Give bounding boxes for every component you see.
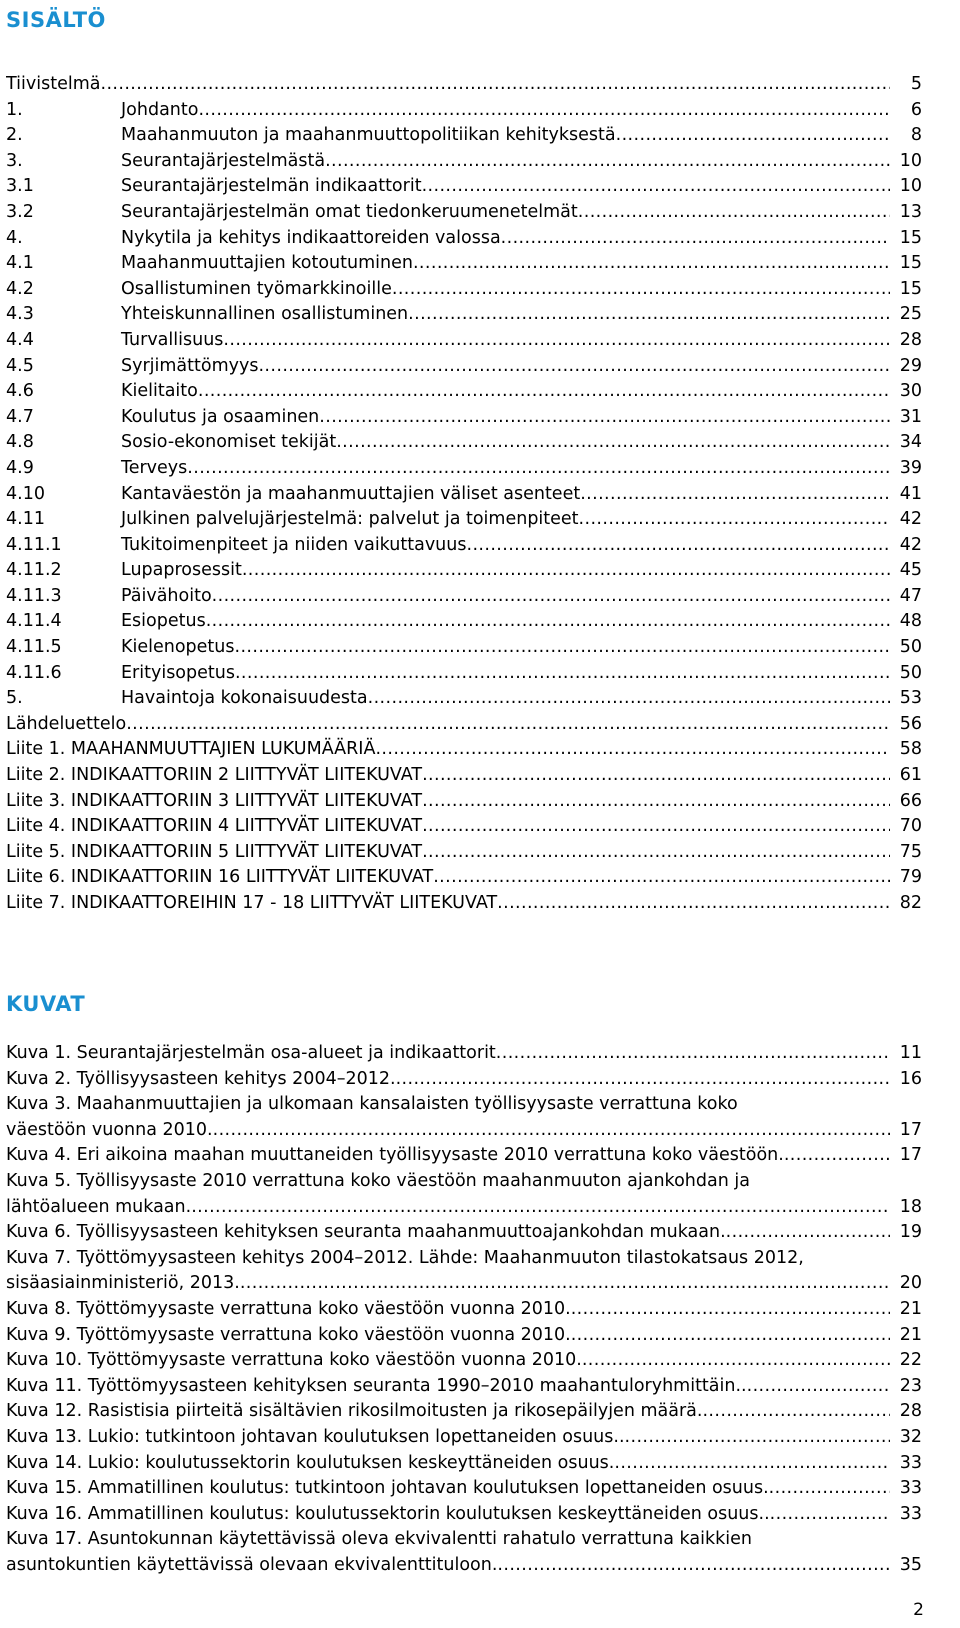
figure-entry-title: Kuva 6. Työllisyysasteen kehityksen seuranta maahanmuuttoajankohdan mukaan. [6,1222,726,1243]
toc-entry[interactable] [6,635,922,661]
toc-entry-number: 4.4 [6,329,34,350]
figure-entry-title: Kuva 17. Asuntokunnan käytettävissä oleva ekvivalentti rahatulo verrattuna kaikkien [6,1529,752,1550]
toc-entry-number: Liite 5. INDIKAATTORIIN 5 LIITTYVÄT LIITEKUVAT [6,841,423,862]
toc-entry-number: 4.11.3 [6,585,62,606]
toc-entry[interactable] [6,558,922,584]
toc-entry-page: 41 [899,483,922,504]
dot-leader [368,686,890,712]
toc-entry-number: Lähdeluettelo [6,713,127,734]
toc-entry-page: 50 [899,662,922,683]
toc-entry[interactable] [6,840,922,866]
dot-leader [126,712,890,738]
dot-leader [496,1041,890,1067]
toc-entry-page: 58 [899,739,922,760]
toc-entry[interactable] [6,302,922,328]
toc-entry-page: 42 [899,534,922,555]
toc-entry-page: 5 [910,74,922,94]
dot-leader [422,814,890,840]
figure-entry[interactable] [6,1502,922,1528]
toc-entry[interactable] [6,226,922,252]
toc-entry-title: Päivähoito [121,585,212,606]
dot-leader [466,533,890,559]
toc-entry[interactable] [6,814,922,840]
toc-entry-page: 29 [899,355,922,376]
toc-entry-title: Johdanto [121,99,199,120]
toc-entry-page: 45 [899,560,922,581]
toc-entry[interactable] [6,277,922,303]
toc-entry-title: Turvallisuus [121,329,224,350]
figure-entry-page: 11 [899,1043,922,1063]
dot-leader [235,661,890,687]
toc-entry-number: Liite 7. INDIKAATTOREIHIN 17 - 18 LIITTYVÄT LIITEKUVAT [6,893,498,913]
dot-leader [375,737,890,763]
figure-entry-title: Kuva 1. Seurantajärjestelmän osa-alueet ja indikaattorit [6,1043,496,1063]
figure-entry-title: Kuva 7. Työttömyysasteen kehitys 2004–2012. Lähde: Maahanmuuton tilastokatsaus 2012, [6,1247,804,1268]
toc-entry-title: Maahanmuuttajien kotoutuminen [121,253,413,274]
dot-leader [213,1118,890,1144]
toc-entry-number: 4.2 [6,278,34,299]
toc-entry-number: 4. [6,227,23,248]
toc-entry-number: 2. [6,125,23,146]
toc-entry-title: Tukitoimenpiteet ja niiden vaikuttavuus [121,534,467,555]
toc-entry[interactable] [6,737,922,763]
toc-entry-page: 39 [899,457,922,478]
toc-heading: SISÄLTÖ [6,8,106,32]
toc-entry-page: 10 [899,150,922,171]
toc-entry-page: 31 [899,406,922,427]
figure-entry-page: 16 [899,1068,922,1089]
toc-entry-number: 4.11.1 [6,534,62,555]
figures-heading: KUVAT [6,992,86,1016]
figure-entry[interactable] [6,1374,922,1400]
figure-entry-title: Kuva 4. Eri aikoina maahan muuttaneiden työllisyysaste 2010 verrattuna koko väestöön. [6,1145,784,1166]
toc-entry-page: 15 [899,278,922,299]
dot-leader [422,840,890,866]
figure-entry-title: Kuva 13. Lukio: tutkintoon johtavan koulutuksen lopettaneiden osuus.. [6,1426,625,1447]
toc-entry-number: 3.1 [6,176,34,197]
toc-entry-page: 66 [899,790,922,811]
dot-leader [408,302,890,328]
toc-entry-page: 10 [899,176,922,197]
toc-entry[interactable] [6,533,922,559]
figure-entry-title: Kuva 12. Rasistisia piirteitä sisältävien rikosilmoitusten ja rikosepäilyjen määrä. [6,1401,703,1422]
toc-entry[interactable] [6,354,922,380]
figure-entry-page: 20 [899,1273,922,1294]
figure-entry[interactable] [6,1297,922,1323]
dot-leader [702,1399,890,1425]
figure-entry-title: Kuva 11. Työttömyysasteen kehityksen seuranta 1990–2010 maahantuloryhmittäin.. [6,1375,747,1396]
toc-entry[interactable] [6,251,922,277]
figure-entry-page: 17 [899,1145,922,1166]
toc-entry-number: Liite 6. INDIKAATTORIIN 16 LIITTYVÄT LIITEKUVAT [6,867,434,888]
figure-entry-page: 22 [899,1350,922,1371]
dot-leader [191,1195,890,1221]
dot-leader [206,609,890,635]
figure-entry-page: 28 [899,1401,922,1422]
figure-entry[interactable] [6,1067,922,1093]
toc-entry-page: 53 [899,688,922,709]
toc-entry-number: 4.7 [6,406,34,427]
toc-entry-number: 4.3 [6,304,34,325]
figure-entry-title: Kuva 10. Työttömyysaste verrattuna koko väestöön vuonna 2010. [6,1350,582,1371]
dot-leader [422,174,890,200]
dot-leader [614,1451,890,1477]
figure-entry-page: 19 [899,1222,922,1243]
toc-entry[interactable] [6,72,922,98]
toc-entry-number: 4.11.4 [6,611,62,632]
dot-leader [198,98,890,124]
figure-entry[interactable] [6,1143,922,1169]
dot-leader [616,123,890,149]
figure-entry[interactable] [6,1323,922,1349]
dot-leader [769,1476,890,1502]
dot-leader [413,251,890,277]
figure-entry-page: 32 [899,1426,922,1447]
toc-entry[interactable] [6,456,922,482]
toc-entry[interactable] [6,609,922,635]
figure-entry-page: 23 [899,1375,922,1396]
toc-entry-page: 75 [899,841,922,862]
page-number: 2 [913,1600,924,1620]
toc-entry-number: 4.11.5 [6,637,62,658]
toc-entry-number: 4.10 [6,483,45,504]
toc-entry-number: 4.11.6 [6,662,62,683]
figure-entry-page: 33 [899,1452,922,1473]
toc-entry-page: 8 [910,125,922,146]
toc-entry-title: Kielenopetus [121,637,235,658]
toc-entry-title: Osallistuminen työmarkkinoille [121,278,392,299]
toc-entry-number: 5. [6,688,23,709]
toc-entry-page: 30 [899,381,922,402]
dot-leader [578,200,890,226]
toc-entry-page: 50 [899,637,922,658]
toc-entry[interactable] [6,328,922,354]
list-of-figures [6,1041,922,1578]
figure-entry-page: 21 [899,1298,922,1319]
toc-entry[interactable] [6,686,922,712]
dot-leader [422,789,890,815]
dot-leader [571,1297,890,1323]
figure-entry-title-continued: asuntokuntien käytettävissä olevaan ekvivalenttituloon. [6,1554,498,1575]
figure-entry[interactable] [6,1169,922,1220]
figure-entry-title-continued: lähtöalueen mukaan. [6,1196,192,1217]
toc-entry[interactable] [6,430,922,456]
dot-leader [223,328,890,354]
toc-entry-page: 48 [899,611,922,632]
figure-entry[interactable] [6,1425,922,1451]
figure-entry-title-continued: sisäasiainministeriö, 2013. [6,1273,240,1294]
toc-entry-title: Havaintoja kokonaisuudesta [121,688,368,709]
toc-entry-number: 4.5 [6,355,34,376]
toc-entry-page: 56 [899,713,922,734]
dot-leader [242,558,890,584]
dot-leader [497,891,890,917]
toc-entry-title: Maahanmuuton ja maahanmuuttopolitiikan kehityksestä [121,125,616,146]
toc-entry-number: 4.9 [6,457,34,478]
toc-entry-title: Seurantajärjestelmän indikaattorit [121,176,422,197]
toc-entry-number: Liite 3. INDIKAATTORIIN 3 LIITTYVÄT LIITEKUVAT [6,790,423,811]
toc-entry[interactable] [6,507,922,533]
toc-entry-title: Seurantajärjestelmän omat tiedonkeruumenetelmät [121,201,578,222]
figure-entry[interactable] [6,1451,922,1477]
toc-entry[interactable] [6,584,922,610]
toc-entry-title: Esiopetus [121,611,206,632]
toc-entry-number: 4.6 [6,381,34,402]
toc-entry[interactable] [6,379,922,405]
figure-entry[interactable] [6,1399,922,1425]
toc-entry-number: Liite 4. INDIKAATTORIIN 4 LIITTYVÄT LIITEKUVAT [6,816,423,837]
figure-entry-title: Kuva 14. Lukio: koulutussektorin koulutuksen keskeyttäneiden osuus. [6,1452,615,1473]
figure-entry-page: 33 [899,1478,922,1499]
toc-entry[interactable] [6,123,922,149]
figure-entry-page: 33 [899,1503,922,1524]
dot-leader [100,72,890,98]
toc-entry-page: 42 [899,509,922,530]
toc-entry[interactable] [6,789,922,815]
dot-leader [784,1143,890,1169]
toc-entry-number: 4.8 [6,432,34,453]
dot-leader [770,1502,890,1528]
figure-entry-page: 18 [899,1196,922,1217]
toc-entry-number: 1. [6,99,23,120]
toc-entry-page: 15 [899,227,922,248]
figure-entry-title: Kuva 8. Työttömyysaste verrattuna koko väestöön vuonna 2010. [6,1298,571,1319]
toc-entry-page: 6 [910,99,922,120]
figure-entry-title-continued: väestöön vuonna 2010. [6,1119,213,1140]
toc-entry-page: 70 [899,816,922,837]
figure-entry-page: 17 [899,1119,922,1140]
toc-entry-title: Sosio-ekonomiset tekijät [121,432,337,453]
toc-entry[interactable] [6,200,922,226]
toc-entry-title: Lupaprosessit [121,560,242,581]
toc-entry[interactable] [6,865,922,891]
toc-entry-page: 34 [899,432,922,453]
dot-leader [240,1271,890,1297]
toc-entry-number: Liite 1. MAAHANMUUTTAJIEN LUKUMÄÄRIÄ [6,739,376,760]
toc-entry-page: 79 [899,867,922,888]
toc-entry-page: 15 [899,253,922,274]
dot-leader [747,1374,890,1400]
toc-entry-title: Terveys [121,457,188,478]
toc-entry-number: 3.2 [6,201,34,222]
toc-entry-page: 28 [899,329,922,350]
figure-entry[interactable] [6,1527,922,1578]
table-of-contents [6,72,922,917]
toc-entry[interactable] [6,174,922,200]
toc-entry-number: Liite 2. INDIKAATTORIIN 2 LIITTYVÄT LIITEKUVAT [6,765,423,786]
dot-leader [726,1220,890,1246]
figure-entry[interactable] [6,1220,922,1246]
dot-leader [392,277,890,303]
toc-entry-page: 82 [899,893,922,913]
toc-entry-number: 4.11 [6,509,45,530]
dot-leader [258,354,890,380]
dot-leader [501,226,890,252]
toc-entry-page: 25 [899,304,922,325]
figure-entry-page: 21 [899,1324,922,1345]
figure-entry-title: Kuva 3. Maahanmuuttajien ja ulkomaan kansalaisten työllisyysaste verrattuna koko [6,1094,738,1115]
toc-entry-page: 47 [899,585,922,606]
toc-entry-title: Julkinen palvelujärjestelmä: palvelut ja toimenpiteet [121,509,579,530]
dot-leader [580,482,890,508]
dot-leader [319,405,890,431]
figure-entry-title: Kuva 15. Ammatillinen koulutus: tutkintoon johtavan koulutuksen lopettaneiden osuus. [6,1478,769,1499]
figure-entry[interactable] [6,1246,922,1297]
figure-entry-page: 35 [899,1554,922,1575]
figure-entry[interactable] [6,1476,922,1502]
dot-leader [571,1323,890,1349]
toc-entry-title: Nykytila ja kehitys indikaattoreiden valossa [121,227,501,248]
figure-entry-title: Kuva 9. Työttömyysaste verrattuna koko väestöön vuonna 2010. [6,1324,571,1345]
dot-leader [212,584,890,610]
toc-entry-title: Syrjimättömyys [121,355,259,376]
figure-entry-title: Kuva 16. Ammatillinen koulutus: koulutussektorin koulutuksen keskeyttäneiden osuus.. [6,1503,770,1524]
toc-entry-page: 13 [899,201,922,222]
toc-entry-number: Tiivistelmä [6,74,101,94]
dot-leader [579,507,890,533]
toc-entry-number: 4.11.2 [6,560,62,581]
figure-entry-title: Kuva 5. Työllisyysaste 2010 verrattuna koko väestöön maahanmuuton ajankohdan ja [6,1170,750,1191]
dot-leader [187,456,890,482]
toc-entry-page: 61 [899,765,922,786]
dot-leader [336,430,890,456]
toc-entry[interactable] [6,891,922,917]
dot-leader [325,149,890,175]
dot-leader [582,1348,890,1374]
toc-entry-title: Kielitaito [121,381,198,402]
dot-leader [625,1425,890,1451]
toc-entry-title: Erityisopetus [121,662,235,683]
toc-entry[interactable] [6,98,922,124]
dot-leader [422,763,890,789]
toc-entry-title: Seurantajärjestelmästä [121,150,326,171]
toc-entry[interactable] [6,763,922,789]
figure-entry[interactable] [6,1348,922,1374]
toc-entry[interactable] [6,661,922,687]
toc-entry[interactable] [6,712,922,738]
toc-entry[interactable] [6,405,922,431]
toc-entry[interactable] [6,482,922,508]
toc-entry-number: 4.1 [6,253,34,274]
figure-entry-title: Kuva 2. Työllisyysasteen kehitys 2004–2012. [6,1068,396,1089]
dot-leader [433,865,890,891]
figure-entry[interactable] [6,1041,922,1067]
figure-entry[interactable] [6,1092,922,1143]
toc-entry-title: Yhteiskunnallinen osallistuminen [121,304,409,325]
dot-leader [198,379,890,405]
toc-entry-title: Kantaväestön ja maahanmuuttajien väliset asenteet [121,483,581,504]
toc-entry[interactable] [6,149,922,175]
toc-entry-title: Koulutus ja osaaminen [121,406,320,427]
dot-leader [234,635,890,661]
dot-leader [497,1553,890,1579]
dot-leader [396,1067,890,1093]
toc-entry-number: 3. [6,150,23,171]
